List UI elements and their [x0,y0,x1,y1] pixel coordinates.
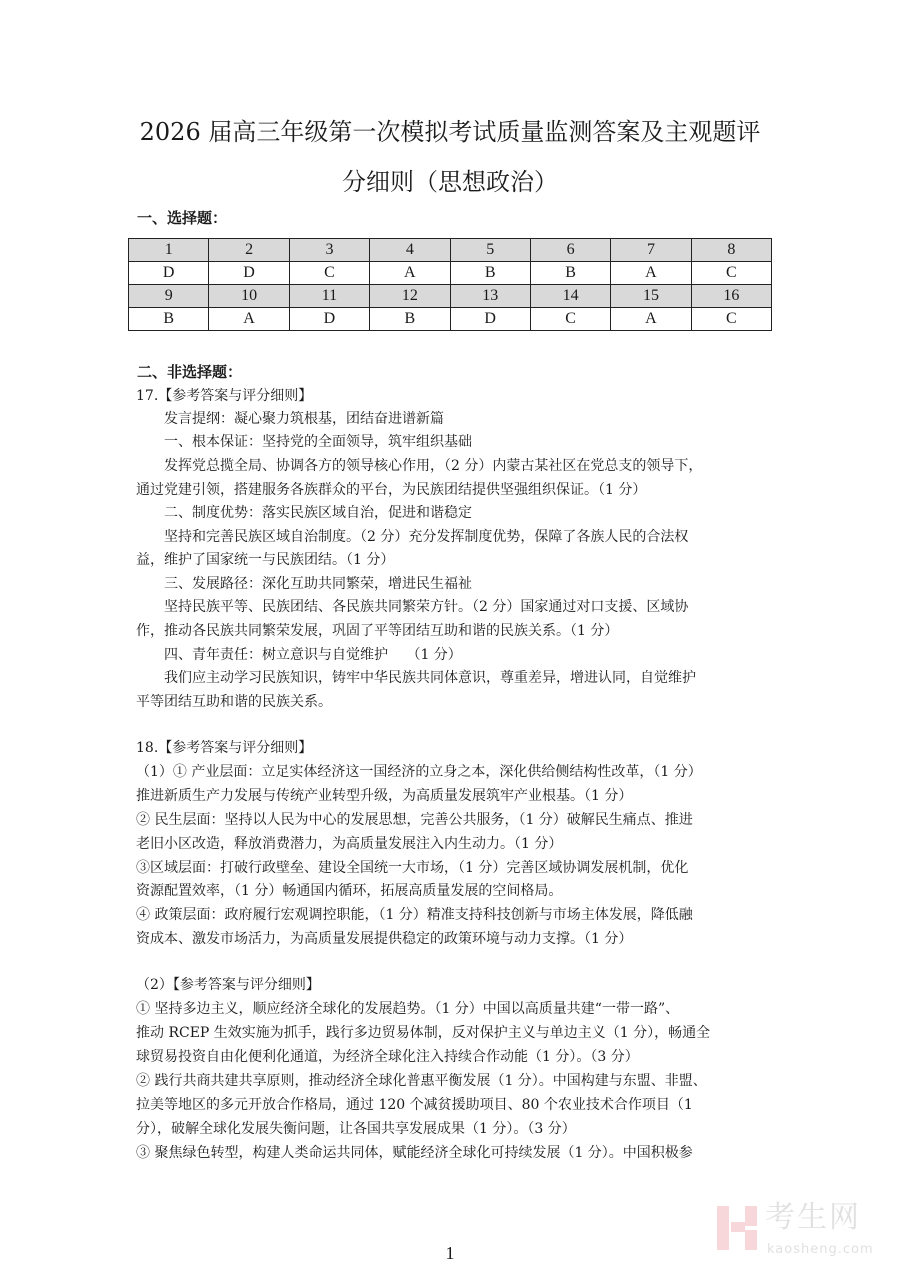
q17-line: 发言提纲：凝心聚力筑根基，团结奋进谱新篇 [164,411,444,427]
watermark-domain: kaosheng.com [767,1242,874,1257]
doc-title-line1: 2026 届高三年级第一次模拟考试质量监测答案及主观题评 [139,118,761,146]
table-cell: B [129,308,209,331]
q18-part1-line: ③区域层面：打破行政壁垒、建设全国统一大市场，（1 分）完善区域协调发展机制，优化 [136,860,689,876]
q18-part1-line: 资成本、激发市场活力，为高质量发展提供稳定的政策环境与动力支撑。（1 分） [136,931,633,947]
q17-line: 我们应主动学习民族知识，铸牢中华民族共同体意识，尊重差异，增进认同，自觉维护 [164,670,696,686]
table-cell: 10 [209,285,289,308]
table-cell: 3 [289,239,369,262]
table-cell: 15 [611,285,691,308]
q18-part1-line: 资源配置效率，（1 分）畅通国内循环，拓展高质量发展的空间格局。 [136,883,563,899]
q18-part1-line: 老旧小区改造，释放消费潜力，为高质量发展注入内生动力。（1 分） [136,836,563,852]
q17-line: 发挥党总揽全局、协调各方的领导核心作用，（2 分）内蒙古某社区在党总支的领导下， [164,458,703,474]
table-cell: 9 [129,285,209,308]
q17-line: 一、根本保证：坚持党的全面领导，筑牢组织基础 [164,434,472,450]
q18-part2-line: ③ 聚焦绿色转型，构建人类命运共同体，赋能经济全球化可持续发展（1 分）。中国积极参 [136,1145,693,1161]
q17-line: 四、青年责任：树立意识与自觉维护 （1 分） [164,647,462,663]
table-cell: 1 [129,239,209,262]
table-cell: D [209,262,289,285]
q18-part2-line: 球贸易投资自由化便利化通道，为经济全球化注入持续合作动能（1 分）。（3 分） [136,1049,639,1065]
table-row-question-numbers [129,239,772,262]
table-cell: D [129,262,209,285]
q18-header: 18.【参考答案与评分细则】 [136,740,313,756]
q17-line: 坚持和完善民族区域自治制度。（2 分）充分发挥制度优势，保障了各族人民的合法权 [164,529,689,545]
table-cell: 8 [691,239,771,262]
table-cell: A [611,308,691,331]
table-cell: D [450,308,530,331]
q18-part2-line: 分），破解全球化发展失衡问题，让各国共享发展成果（1 分）。（3 分） [136,1121,576,1137]
table-cell: 7 [611,239,691,262]
q17-line: 通过党建引领，搭建服务各族群众的平台，为民族团结提供坚强组织保证。（1 分） [136,482,647,498]
answer-table [128,238,772,331]
q18-part2-line: ② 践行共商共建共享原则，推动经济全球化普惠平衡发展（1 分）。中国构建与东盟、非盟、 [136,1073,707,1089]
q17-line: 作，推动各民族共同繁荣发展，巩固了平等团结互助和谐的民族关系。（1 分） [136,623,619,639]
table-cell: 16 [691,285,771,308]
q17-line: 坚持民族平等、民族团结、各民族共同繁荣方针。（2 分）国家通过对口支援、区域协 [164,599,689,615]
watermark-logo [717,1200,892,1266]
table-cell: 6 [530,239,610,262]
q18-part1-line: （1）① 产业层面：立足实体经济这一国经济的立身之本，深化供给侧结构性改革，（1 分） [136,764,702,780]
table-cell: 13 [450,285,530,308]
table-cell: B [450,262,530,285]
table-row-answers [129,308,772,331]
table-cell: 4 [370,239,450,262]
table-cell: A [370,262,450,285]
table-cell: C [691,262,771,285]
table-cell: 2 [209,239,289,262]
q17-line: 益，维护了国家统一与民族团结。（1 分） [136,552,395,568]
section-heading-non-choice: 二、非选择题： [137,363,243,381]
table-row-answers [129,262,772,285]
table-cell: A [611,262,691,285]
q18-part1-line: ④ 政策层面：政府履行宏观调控职能，（1 分）精准支持科技创新与市场主体发展，降低融 [136,907,693,923]
doc-title-line2: 分细则（思想政治） [342,168,558,196]
table-row-question-numbers [129,285,772,308]
table-cell: B [530,262,610,285]
section-heading-choice: 一、选择题： [137,209,228,227]
q18-part2-header: （2）【参考答案与评分细则】 [136,977,320,993]
q17-line: 三、发展路径：深化互助共同繁荣，增进民生福祉 [164,576,472,592]
page-number: 1 [445,1243,455,1263]
q18-part1-line: ② 民生层面：坚持以人民为中心的发展思想，完善公共服务，（1 分）破解民生痛点、推进 [136,812,693,828]
q17-line: 平等团结互助和谐的民族关系。 [136,694,332,710]
q17-line: 二、制度优势：落实民族区域自治，促进和谐稳定 [164,505,472,521]
table-cell: 14 [530,285,610,308]
q18-part2-line: 推动 RCEP 生效实施为抓手，践行多边贸易体制，反对保护主义与单边主义（1 分），畅通全 [136,1025,711,1041]
table-cell: B [370,308,450,331]
logo-mark-icon [717,1206,757,1250]
table-cell: 11 [289,285,369,308]
q18-part1-line: 推进新质生产力发展与传统产业转型升级，为高质量发展筑牢产业根基。（1 分） [136,788,633,804]
watermark-name: 考生网 [765,1200,861,1235]
table-cell: A [209,308,289,331]
table-cell: C [691,308,771,331]
table-cell: C [530,308,610,331]
q18-part2-line: 拉美等地区的多元开放合作格局，通过 120 个减贫援助项目、80 个农业技术合作项目（1 [136,1097,693,1113]
q17-header: 17.【参考答案与评分细则】 [136,388,313,404]
table-cell: D [289,308,369,331]
table-cell: 12 [370,285,450,308]
q18-part2-line: ① 坚持多边主义，顺应经济全球化的发展趋势。（1 分）中国以高质量共建“一带一路”、 [136,1001,680,1017]
table-cell: 5 [450,239,530,262]
table-cell: C [289,262,369,285]
